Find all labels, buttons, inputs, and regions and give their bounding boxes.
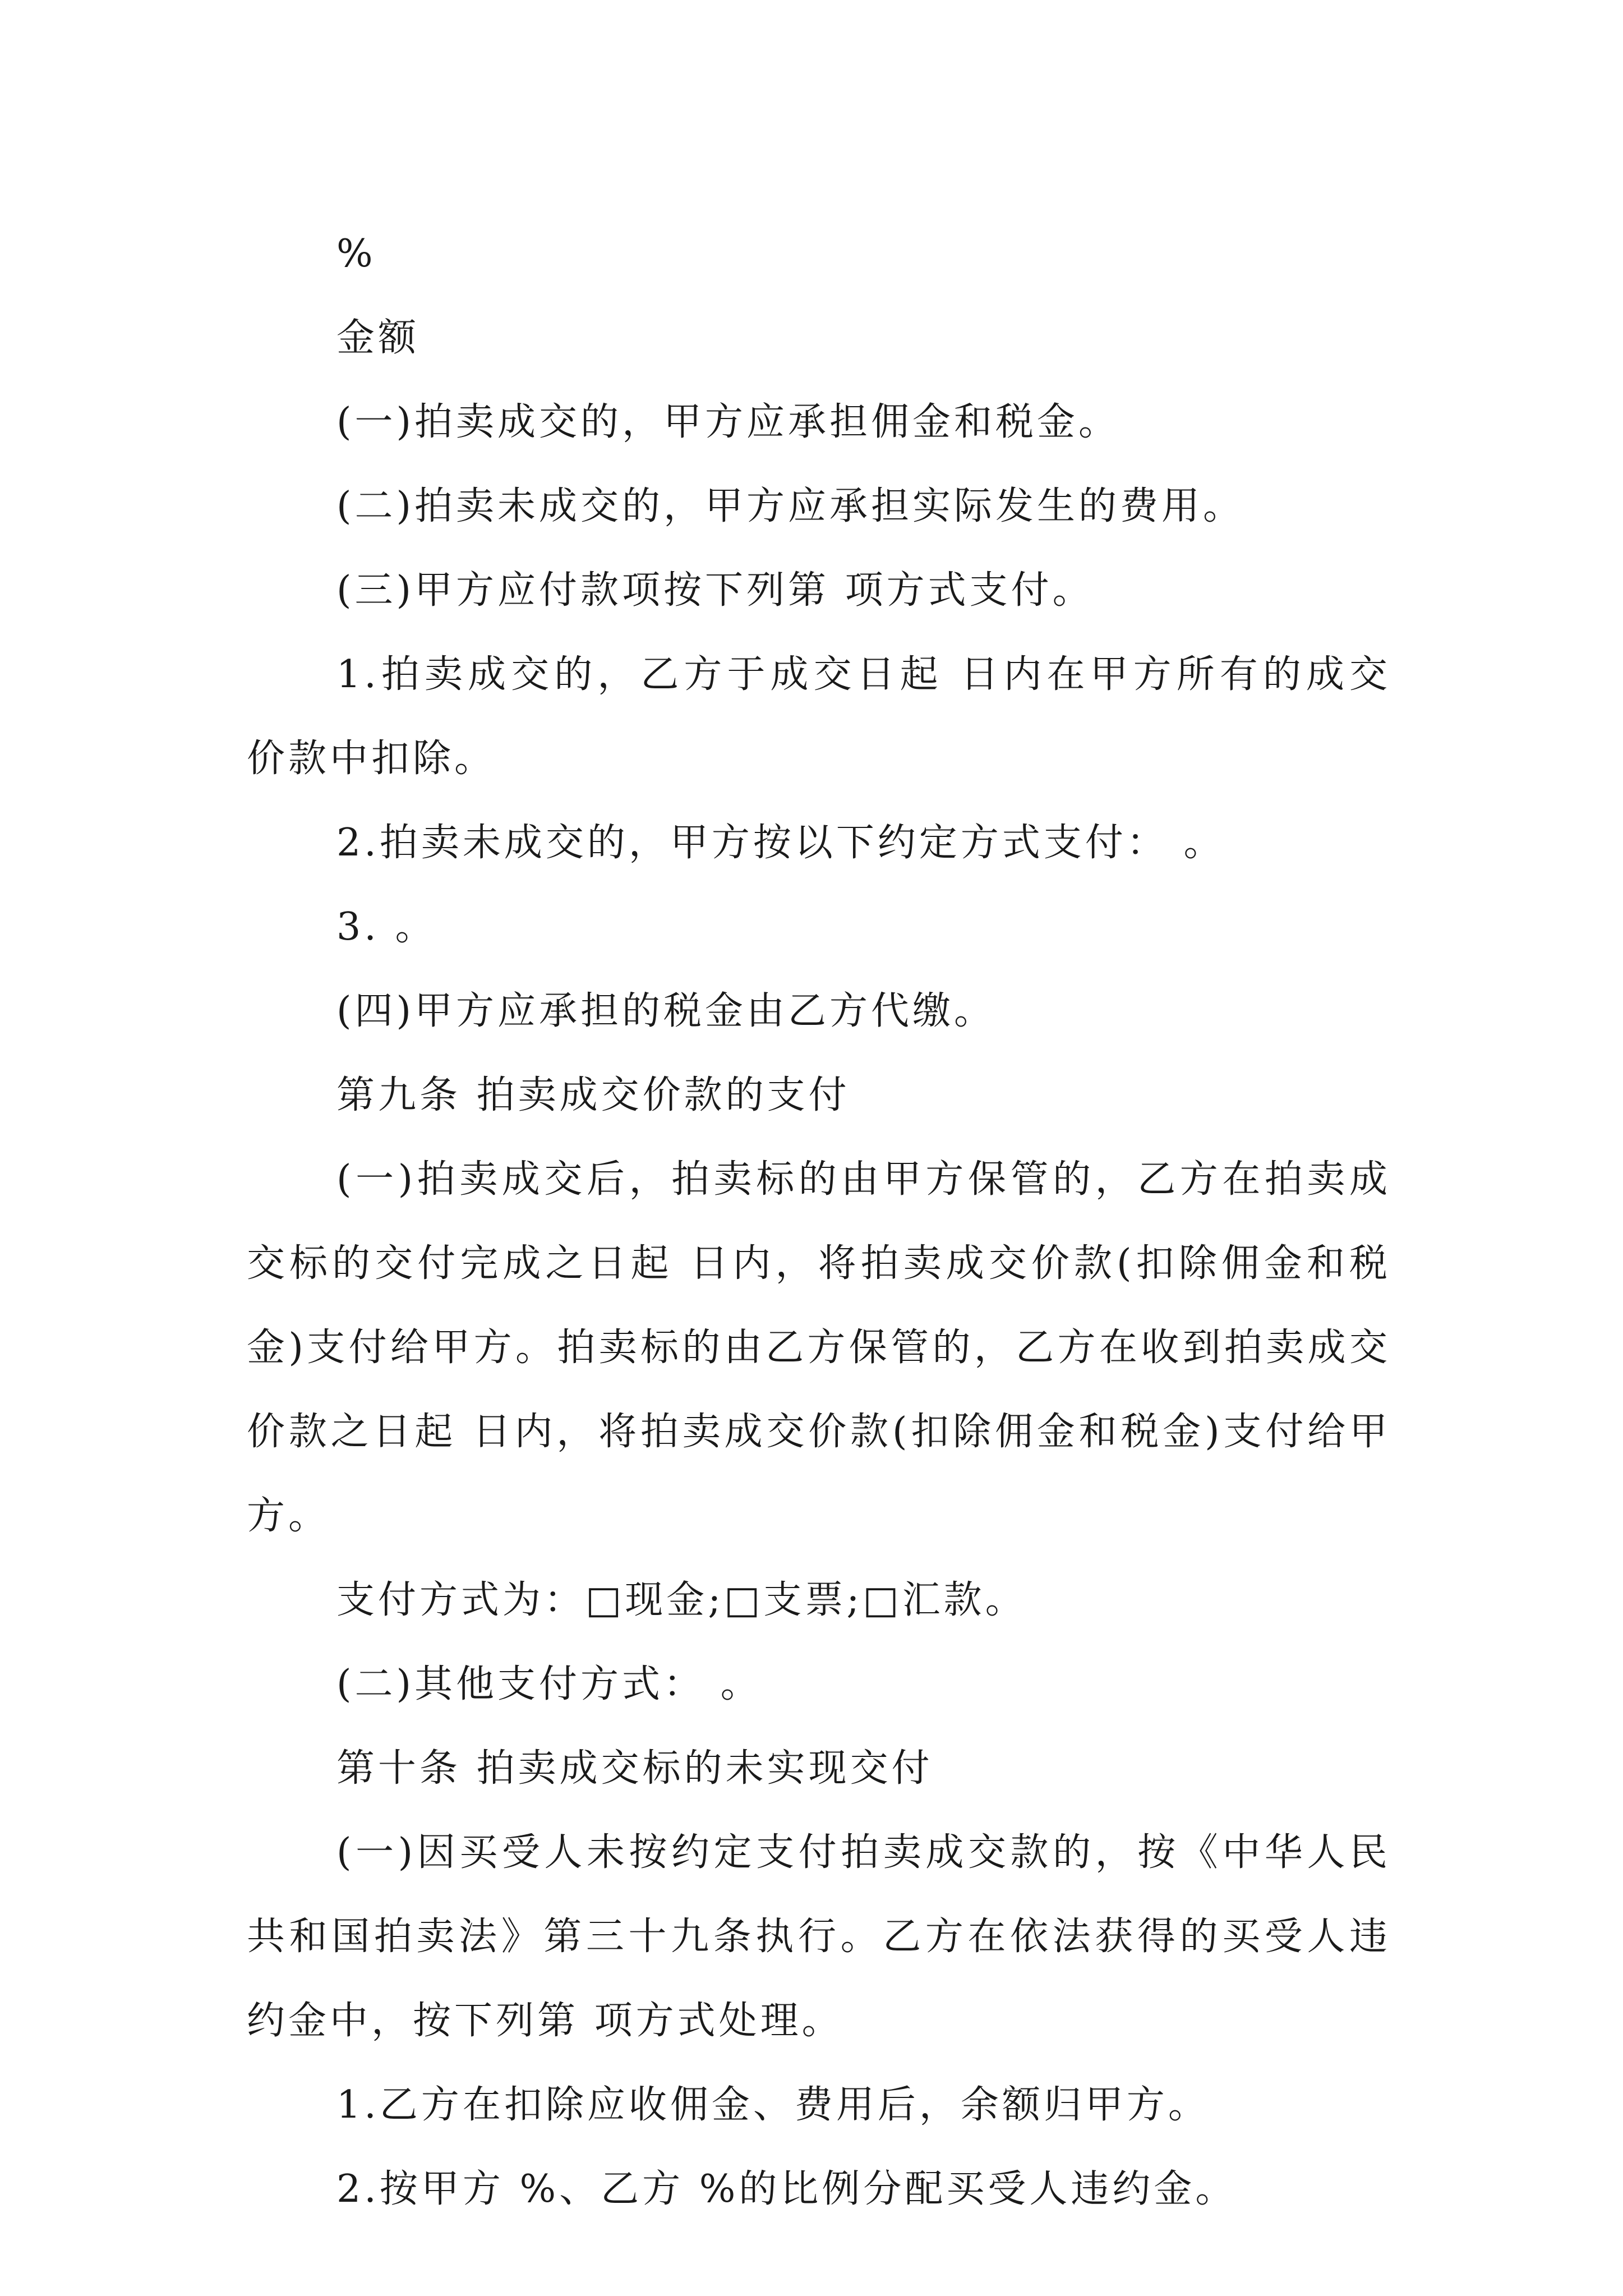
paragraph-subitem-1: 1.拍卖成交的，乙方于成交日起 日内在甲方所有的成交价款中扣除。 <box>247 652 1391 781</box>
paragraph-article-10-item-1: (一)因买受人未按约定支付拍卖成交款的，按《中华人民共和国拍卖法》第三十九条执行。乙方在依法获得的买受人违约金中，按下列第 项方式处理。 <box>247 1830 1391 2043</box>
paragraph-item-4-tax: (四)甲方应承担的税金由乙方代缴。 <box>336 989 996 1033</box>
paragraph-article-10-subitem-2: 2.按甲方 %、乙方 %的比例分配买受人违约金。 <box>336 2167 1237 2211</box>
paragraph-subitem-3: 3. 。 <box>336 905 437 949</box>
document-body <box>247 212 1391 2231</box>
paragraph-article-9-item-1: (一)拍卖成交后，拍卖标的由甲方保管的，乙方在拍卖成交标的交付完成之日起 日内，将拍卖成交价款(扣除佣金和税金)支付给甲方。拍卖标的由乙方保管的，乙方在收到拍卖成交价款之日起 日内，将拍卖成交价款(扣除佣金和税金)支付给甲方。 <box>247 1157 1391 1538</box>
paragraph-percent-fragment: % <box>336 232 376 276</box>
paragraph-subitem-2: 2.拍卖未成交的，甲方按以下约定方式支付： 。 <box>336 821 1225 865</box>
paragraph-item-1-commission: (一)拍卖成交的，甲方应承担佣金和税金。 <box>336 400 1121 444</box>
paragraph-amount-fragment: 金额 <box>336 316 420 360</box>
article-9-heading: 第九条 拍卖成交价款的支付 <box>336 1073 850 1117</box>
paragraph-item-2-costs: (二)拍卖未成交的，甲方应承担实际发生的费用。 <box>336 484 1245 528</box>
paragraph-article-10-subitem-1: 1.乙方在扣除应收佣金、费用后，余额归甲方。 <box>336 2083 1210 2127</box>
paragraph-item-3-payment-method: (三)甲方应付款项按下列第 项方式支付。 <box>336 568 1094 613</box>
paragraph-article-9-item-2: (二)其他支付方式： 。 <box>336 1662 762 1706</box>
article-10-heading: 第十条 拍卖成交标的未实现交付 <box>336 1746 933 1791</box>
paragraph-payment-options: 支付方式为：□现金;□支票;□汇款。 <box>336 1578 1027 1622</box>
